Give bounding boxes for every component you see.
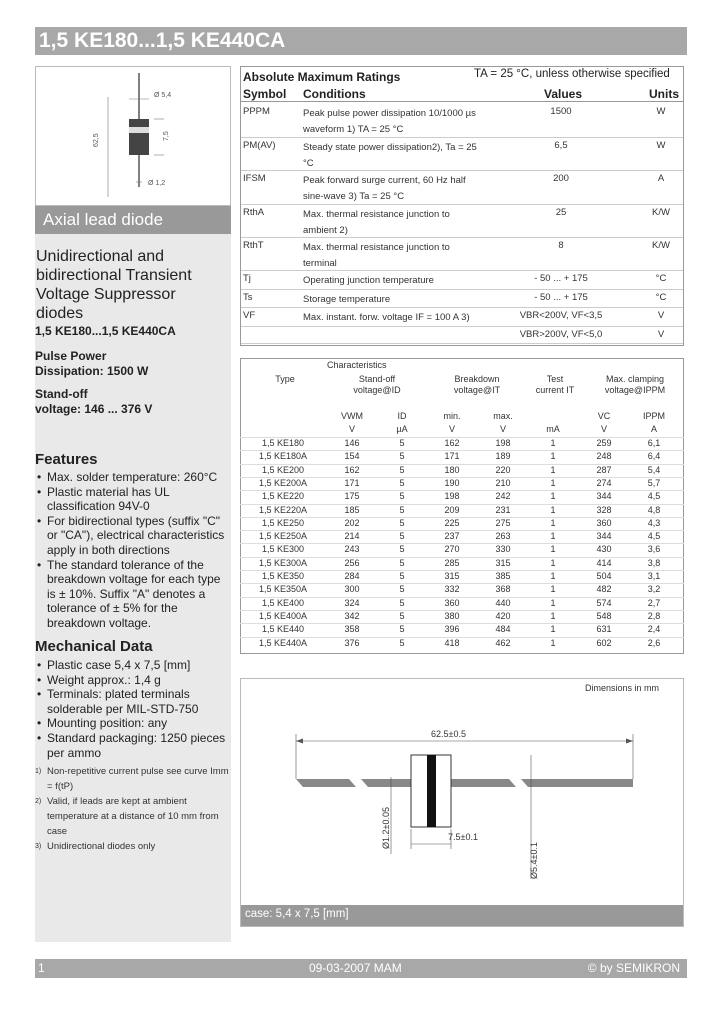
table-cell: 214 [344,531,360,542]
table-row [240,477,684,490]
table-cell: 344 [596,491,612,502]
table-cell: 284 [344,571,360,581]
amr-row [241,327,683,344]
table-cell: 248 [596,451,612,462]
table-cell: 1 [550,597,556,608]
svg-text:7,5: 7,5 [163,131,170,141]
amr-symbol: VF [243,310,256,321]
diode-outline-drawing [36,67,232,207]
table-cell: 180 [444,464,460,475]
table-cell: 328 [596,504,612,515]
feature-item: • Plastic material has UL classification 94V-0 [35,485,231,514]
table-cell: 5 [399,584,405,595]
svg-text:Ø 5,4: Ø 5,4 [154,92,172,99]
table-cell: 1,5 KE200A [258,477,308,488]
table-row [240,464,684,477]
table-cell: 162 [344,464,360,475]
table-cell: 1 [550,584,556,595]
table-cell: 5 [399,557,405,568]
table-cell: 5 [399,438,405,448]
mech-item: • Plastic case 5,4 x 7,5 [mm] [35,658,231,673]
diode-dimension-svg [241,679,685,905]
table-cell: 418 [444,637,460,648]
title-bar [35,27,687,55]
table-row [240,570,684,583]
mech-item: • Weight approx.: 1,4 g [35,673,231,688]
table-cell: 1 [550,504,556,515]
table-cell: 4,3 [647,517,661,528]
table-cell: 274 [596,477,612,488]
table-row [240,610,684,623]
table-cell: 256 [344,557,360,568]
table-cell: 198 [495,438,511,448]
table-cell: 330 [495,544,511,555]
table-cell: 4,8 [647,504,661,515]
amr-row [241,205,683,238]
table-cell: 4,5 [647,531,661,542]
char-subheader-cell: min. [443,411,461,421]
table-cell: 5 [399,464,405,475]
table-cell: 385 [495,571,511,581]
table-row [240,490,684,503]
pulse-power-line-1: Pulse Power [35,349,107,363]
desc-line-1: Unidirectional and [36,248,165,265]
page-number: 1 [38,961,45,975]
table-cell: 1 [550,477,556,488]
table-row [240,504,684,517]
product-description [35,247,231,417]
table-cell: 1,5 KE200 [261,464,305,475]
table-row [240,623,684,636]
table-cell: 5 [399,491,405,502]
table-cell: 376 [344,637,360,648]
table-row [240,517,684,530]
desc-line-4: diodes [36,305,84,322]
table-cell: 1,5 KE400 [261,597,305,608]
feature-item: • The standard tolerance of the breakdown voltage for each type is ± 10%. Suffix "A" denotes a tolerance of ± 5% for the breakdown voltage. [35,558,231,631]
table-cell: 3,6 [647,544,661,555]
mech-item: • Mounting position: any [35,716,231,731]
standoff-line-2: voltage: 146 ... 376 V [35,402,153,416]
table-cell: 3,8 [647,557,661,568]
table-cell: 462 [495,637,511,648]
table-cell: 243 [344,544,360,555]
table-cell: 396 [444,624,460,635]
svg-text:62,5: 62,5 [93,133,100,147]
amr-col-symbol: Symbol [243,87,287,101]
table-cell: 2,7 [647,597,661,608]
table-cell: 1 [550,544,556,555]
table-cell: 300 [344,584,360,595]
table-cell: 504 [596,571,612,581]
amr-unit: W [656,140,666,151]
standoff-line-1: Stand-off [35,387,88,401]
table-row [240,543,684,556]
amr-symbol: IFSM [243,173,266,184]
table-row [240,530,684,543]
amr-unit: A [657,173,665,184]
amr-value: 25 [555,207,567,218]
feature-item: • Max. solder temperature: 260°C [35,470,231,485]
svg-text:Ø1.2±0.05: Ø1.2±0.05 [381,807,391,849]
amr-col-conditions: Conditions [303,87,366,101]
features-list [35,470,231,631]
table-cell: 225 [444,517,460,528]
amr-unit: V [657,329,665,340]
amr-symbol: PPPM [243,106,270,117]
amr-unit: °C [655,273,667,284]
desc-line-3: Voltage Suppressor [36,286,176,303]
amr-value: - 50 ... + 175 [534,292,588,303]
char-subheader-cell: VWM [341,411,363,421]
dims-note: Dimensions in mm [584,683,659,693]
amr-condition-text: Peak pulse power dissipation 10/1000 µs waveform 1) TA = 25 °C [303,108,476,135]
table-cell: 162 [444,438,460,448]
amr-value: VBR<200V, VF<3,5 [519,310,603,321]
table-cell: 6,4 [647,451,661,462]
amr-row [241,104,683,138]
amr-value: 8 [558,240,564,251]
table-cell: 484 [495,624,511,635]
table-cell: 1 [550,451,556,462]
diode-image [35,66,231,206]
svg-text:7.5±0.1: 7.5±0.1 [448,832,478,842]
table-cell: 154 [344,451,360,462]
table-cell: 220 [495,464,511,475]
table-cell: 171 [444,451,460,462]
table-cell: 430 [596,544,612,555]
amr-row [241,308,683,327]
table-cell: 6,1 [647,438,661,448]
amr-col-values: Values [544,87,583,101]
amr-value: 1500 [550,106,572,117]
char-unit-cell: V [448,424,455,434]
table-cell: 342 [344,610,360,621]
amr-condition-text: Max. instant. forw. voltage IF = 100 A 3) [303,312,470,323]
mechanical-list [35,658,231,760]
table-cell: 482 [596,584,612,595]
char-unit-cell: V [348,424,355,434]
char-caption: Characteristics [327,360,387,370]
table-cell: 344 [596,531,612,542]
table-cell: 5 [399,517,405,528]
table-cell: 175 [344,491,360,502]
svg-text:62.5±0.5: 62.5±0.5 [431,729,466,739]
diode-caption-bar [35,206,231,234]
table-cell: 190 [444,477,460,488]
table-cell: 1 [550,491,556,502]
table-cell: 275 [495,517,511,528]
table-cell: 574 [596,597,612,608]
dimension-drawing [240,678,684,927]
table-cell: 5 [399,504,405,515]
footnote: 2) Valid, if leads are kept at ambient temperature at a distance of 10 mm from case [35,796,219,837]
amr-condition-text: Peak forward surge current, 60 Hz half sine-wave 3) Ta = 25 °C [303,175,466,202]
table-cell: 1,5 KE440A [258,637,308,648]
table-cell: 1,5 KE180A [258,451,308,462]
char-unit-cell: µA [396,424,408,434]
table-cell: 1 [550,438,556,448]
table-cell: 368 [495,584,511,595]
amr-row [241,290,683,308]
footnotes [35,764,231,854]
char-unit-cell: V [600,424,607,434]
table-cell: 1 [550,571,556,581]
table-cell: 414 [596,557,612,568]
amr-value: - 50 ... + 175 [534,273,588,284]
table-cell: 1,5 KE400A [258,610,308,621]
table-cell: 358 [344,624,360,635]
char-subheader-cell: IPPM [642,411,665,421]
table-cell: 1,5 KE300 [261,544,305,555]
table-cell: 2,6 [647,637,661,648]
table-cell: 332 [444,584,460,595]
table-cell: 1,5 KE250A [258,531,308,542]
footer-bar [35,959,687,978]
amr-value: VBR>200V, VF<5,0 [519,329,603,340]
table-cell: 1,5 KE220 [261,491,305,502]
table-cell: 231 [495,504,511,515]
table-cell: 548 [596,610,612,621]
amr-value: 200 [553,173,569,184]
features-heading: Features [35,451,98,468]
footer-copyright: © by SEMIKRON [587,961,680,975]
table-cell: 5 [399,597,405,608]
amr-condition-text: Operating junction temperature [303,275,434,286]
amr-condition-text: Max. thermal resistance junction to terminal [303,242,450,269]
amr-unit: K/W [652,240,670,251]
table-cell: 631 [596,624,612,635]
svg-text:Ø 1,2: Ø 1,2 [148,180,166,187]
table-cell: 3,1 [647,571,661,581]
table-cell: 5,4 [647,464,661,475]
amr-symbol: Tj [243,273,251,284]
char-unit-cell: A [650,424,657,434]
amr-symbol: RthA [243,207,265,218]
diode-caption: Axial lead diode [43,210,164,229]
mechanical-section [35,638,231,760]
features-section [35,451,231,631]
table-cell: 171 [344,477,360,488]
amr-condition-text: Max. thermal resistance junction to ambient 2) [303,209,450,236]
table-cell: 1 [550,624,556,635]
char-col-clamp: Max. clamping voltage@IPPM [604,374,666,395]
amr-condition: TA = 25 °C, unless otherwise specified [474,68,670,80]
char-col-standoff: Stand-off voltage@ID [353,374,401,395]
table-cell: 146 [344,438,360,448]
table-row [240,557,684,570]
table-cell: 202 [344,517,360,528]
mech-item: • Standard packaging: 1250 pieces per ammo [35,731,231,760]
table-cell: 270 [444,544,460,555]
amr-unit: °C [655,292,667,303]
char-col-test: Test current IT [535,374,575,395]
table-cell: 2,4 [647,624,661,635]
table-cell: 1,5 KE220A [258,504,308,515]
table-cell: 1,5 KE300A [258,557,308,568]
table-cell: 242 [495,491,511,502]
table-cell: 5,7 [647,477,661,488]
table-cell: 1,5 KE350 [261,571,305,581]
table-cell: 3,2 [647,584,661,595]
page-title: 1,5 KE180...1,5 KE440CA [39,29,286,52]
table-row [240,583,684,596]
table-cell: 1 [550,517,556,528]
table-cell: 5 [399,544,405,555]
table-cell: 4,5 [647,491,661,502]
footnote: 1) Non-repetitive current pulse see curve Imm = f(tP) [35,766,229,792]
amr-unit: K/W [652,207,670,218]
amr-row [241,238,683,271]
table-cell: 5 [399,624,405,635]
char-col-breakdown: Breakdown voltage@IT [453,374,501,395]
table-cell: 209 [444,504,460,515]
amr-condition-text: Storage temperature [303,294,391,305]
mech-item: • Terminals: plated terminals solderable per MIL-STD-750 [35,687,231,716]
table-cell: 1,5 KE180 [261,438,305,448]
char-subheader-cell: VC [597,411,611,421]
table-cell: 324 [344,597,360,608]
char-subheader-cell: ID [397,411,407,421]
amr-symbol: PM(AV) [243,140,276,151]
table-cell: 210 [495,477,511,488]
table-cell: 1,5 KE350A [258,584,308,595]
amr-symbol: RthT [243,240,264,251]
footer-date: 09-03-2007 MAM [309,961,402,975]
table-cell: 1 [550,610,556,621]
amr-header-row [241,86,683,102]
svg-text:Ø5.4±0.1: Ø5.4±0.1 [529,842,539,879]
table-cell: 315 [444,571,460,581]
char-unit-cell: V [499,424,506,434]
table-cell: 287 [596,464,612,475]
amr-unit: W [656,106,666,117]
char-unit-cell: mA [546,424,560,434]
table-cell: 1 [550,557,556,568]
table-row [240,450,684,463]
table-cell: 5 [399,610,405,621]
table-row [240,437,684,450]
table-cell: 602 [596,637,612,648]
amr-row [241,138,683,171]
table-cell: 2,8 [647,610,661,621]
mechanical-heading: Mechanical Data [35,638,153,655]
table-cell: 259 [596,438,612,448]
table-cell: 189 [495,451,511,462]
table-cell: 1,5 KE440 [261,624,305,635]
table-cell: 185 [344,504,360,515]
table-cell: 360 [596,517,612,528]
table-cell: 198 [444,491,460,502]
table-cell: 237 [444,531,460,542]
footnote: 3) Unidirectional diodes only [35,841,156,852]
amr-symbol: Ts [243,292,253,303]
pulse-power-line-2: Dissipation: 1500 W [35,364,149,378]
amr-row [241,171,683,205]
table-cell: 420 [495,610,511,621]
table-cell: 315 [495,557,511,568]
table-cell: 1,5 KE250 [261,517,305,528]
table-cell: 5 [399,531,405,542]
desc-line-2: bidirectional Transient [36,267,192,284]
table-cell: 1 [550,464,556,475]
char-col-type: Type [275,374,295,384]
case-caption-bar [241,905,683,926]
table-cell: 263 [495,531,511,542]
amr-unit: V [657,310,665,321]
amr-value: 6,5 [554,140,568,151]
table-cell: 5 [399,477,405,488]
table-row [240,637,684,650]
table-cell: 440 [495,597,511,608]
table-cell: 380 [444,610,460,621]
table-cell: 1 [550,637,556,648]
amr-condition-text: Steady state power dissipation2), Ta = 25 °C [303,142,477,169]
char-subheader-cell: max. [493,411,513,421]
part-range: 1,5 KE180...1,5 KE440CA [35,324,176,338]
amr-col-units: Units [649,87,679,101]
table-cell: 5 [399,571,405,581]
table-cell: 360 [444,597,460,608]
case-caption: case: 5,4 x 7,5 [mm] [245,908,349,920]
table-cell: 1 [550,531,556,542]
table-cell: 5 [399,637,405,648]
table-cell: 5 [399,451,405,462]
table-cell: 285 [444,557,460,568]
feature-item: • For bidirectional types (suffix "C" or "CA"), electrical characteristics apply in both directions [35,514,231,558]
table-row [240,597,684,610]
amr-title: Absolute Maximum Ratings [243,70,401,84]
amr-row [241,271,683,290]
